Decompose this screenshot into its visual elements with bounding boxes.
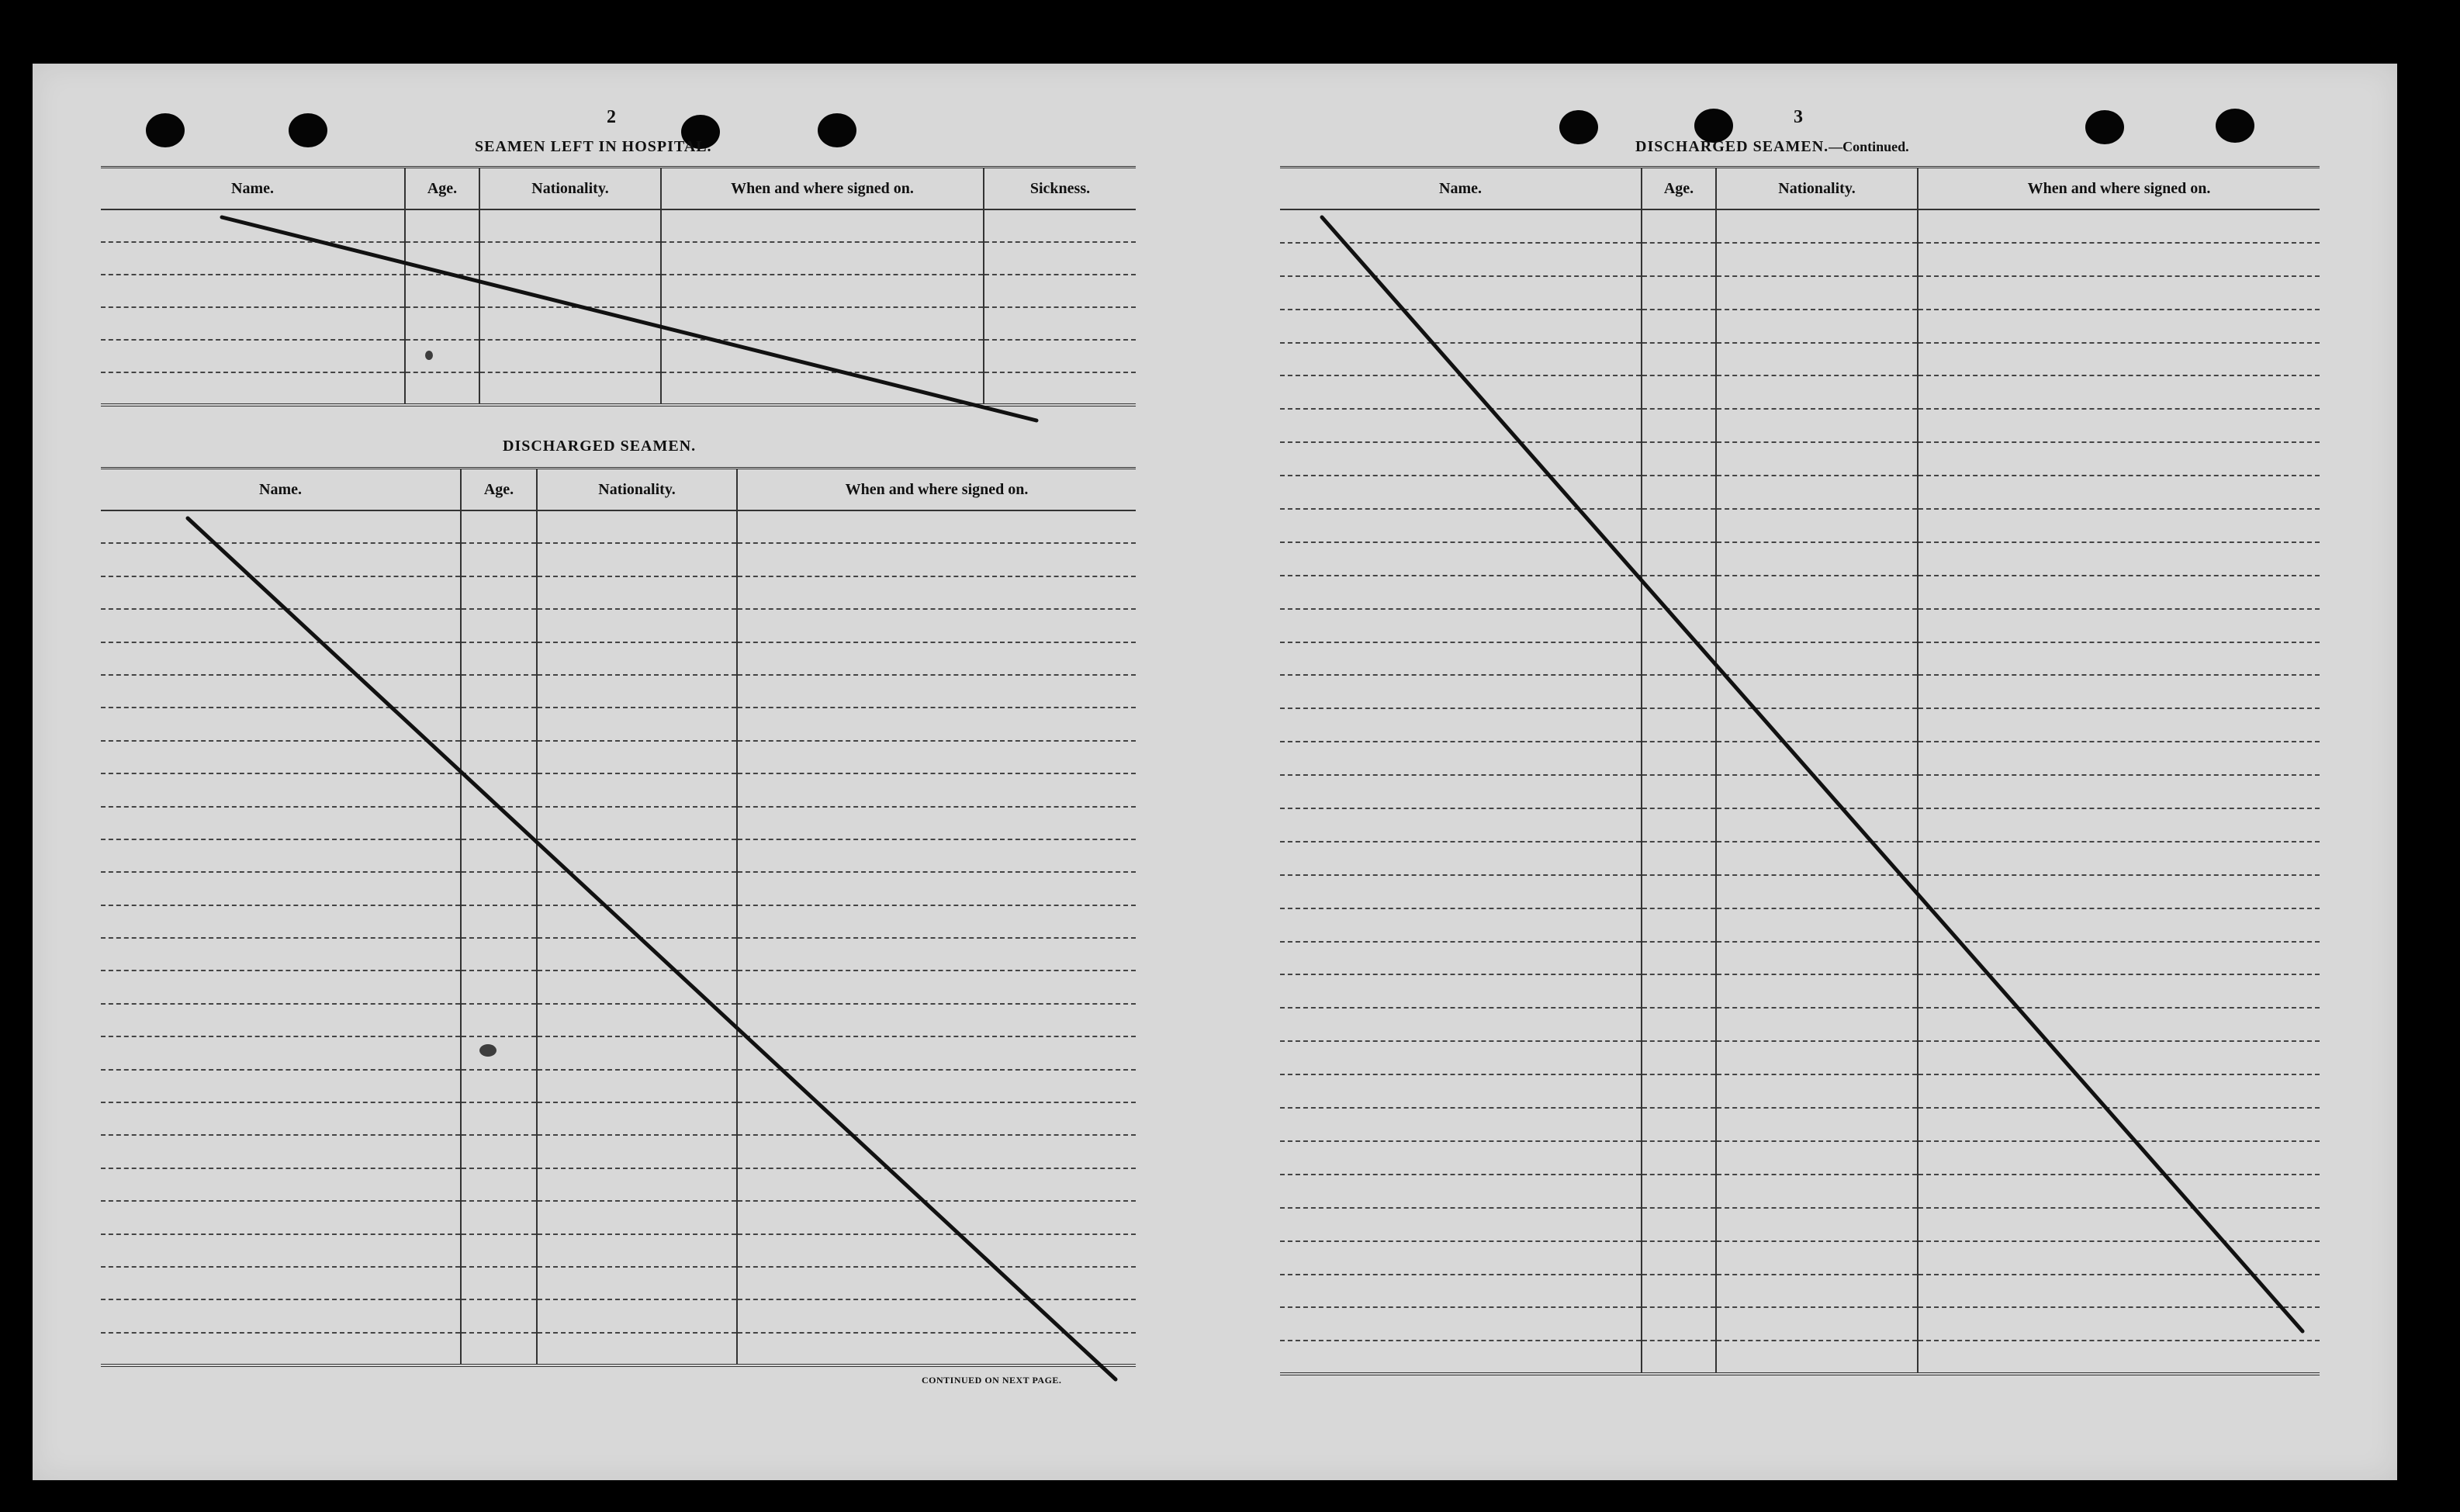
document-sheet bbox=[33, 64, 2397, 1480]
strike-line-discharged-right bbox=[1322, 217, 2303, 1331]
column-header: When and where signed on. bbox=[737, 469, 1136, 511]
strike-line-hospital bbox=[222, 217, 1036, 420]
left-page-number: 2 bbox=[607, 107, 616, 127]
discharged-section-title-left: DISCHARGED SEAMEN. bbox=[503, 438, 697, 455]
column-header: Age. bbox=[405, 168, 479, 210]
continued-suffix: —Continued. bbox=[1829, 139, 1909, 154]
column-header: When and where signed on. bbox=[661, 168, 984, 210]
column-header: Nationality. bbox=[479, 168, 661, 210]
continued-note: CONTINUED ON NEXT PAGE. bbox=[922, 1375, 1062, 1386]
column-header: Name. bbox=[1280, 168, 1642, 210]
hospital-section-title: SEAMEN LEFT IN HOSPITAL. bbox=[475, 138, 712, 155]
column-header: Nationality. bbox=[537, 469, 737, 511]
column-header: When and where signed on. bbox=[1918, 168, 2320, 210]
column-header: Name. bbox=[101, 168, 405, 210]
column-header: Sickness. bbox=[984, 168, 1136, 210]
strike-line-discharged-left bbox=[188, 518, 1116, 1379]
column-header: Age. bbox=[461, 469, 537, 511]
strike-through-lines bbox=[33, 64, 2397, 1480]
column-header: Age. bbox=[1642, 168, 1716, 210]
right-page-number: 3 bbox=[1794, 107, 1803, 127]
column-header: Name. bbox=[101, 469, 461, 511]
column-header: Nationality. bbox=[1716, 168, 1918, 210]
discharged-title-text: DISCHARGED SEAMEN. bbox=[1635, 138, 1829, 155]
